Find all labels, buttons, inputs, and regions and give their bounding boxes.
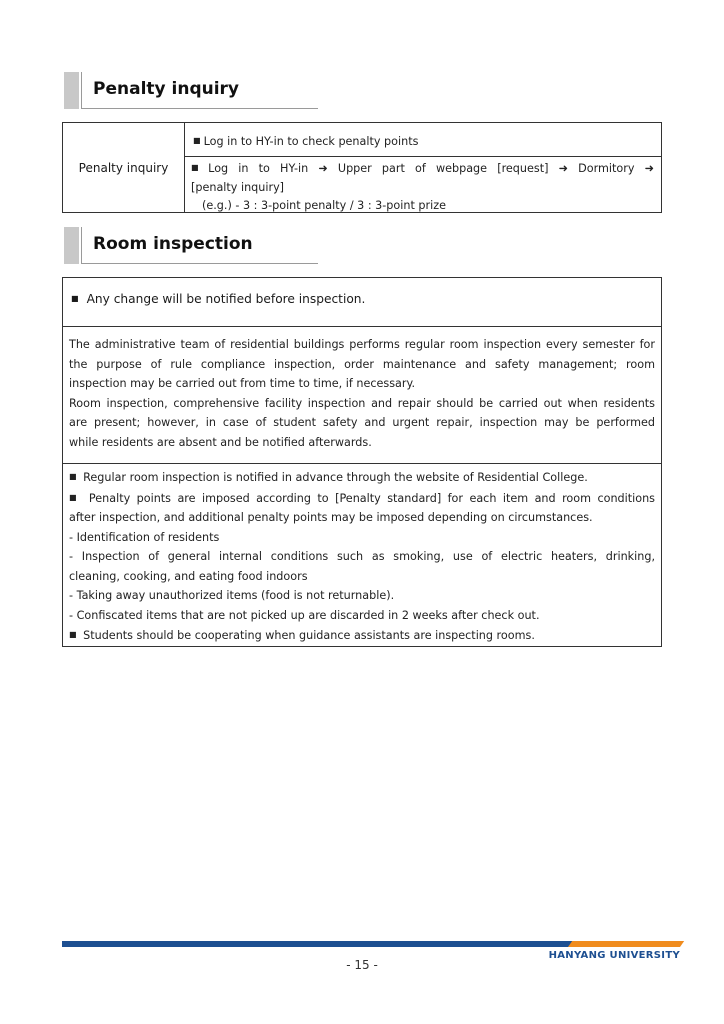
list-item: ■ Students should be cooperating when guidance assistants are inspecting rooms. [69,629,535,642]
square-bullet-icon: ■ [69,492,80,502]
list-item: ■ Penalty points are imposed according to [Penalty standard] for each item and room conditions [69,491,656,505]
table-row-2-line: [penalty inquiry] [191,180,285,194]
header-underline [82,108,318,109]
room-inspection-box [62,277,662,647]
paragraph-line: inspection may be carried out from time to time, if necessary. [69,377,416,390]
section-title: Room inspection [93,234,253,254]
table-row-1: ■ Log in to HY-in to check penalty points [185,123,661,157]
description-cell [63,327,661,464]
table-row-2 [185,157,661,212]
header-accent-bar [64,227,79,264]
list-item: - Inspection of general internal conditions such as smoking, use of electric heaters, drinking, [69,550,655,563]
header-accent-bar [64,72,79,109]
header-divider [81,72,82,109]
section-header-room-inspection [64,227,318,264]
footer-stripe-blue [62,941,574,947]
paragraph-line: Room inspection, comprehensive facility inspection and repair should be carried out when residents [69,396,655,410]
square-bullet-icon: ■ [193,136,201,145]
table-row-2-example: (e.g.) - 3 : 3-point penalty / 3 : 3-point prize [202,198,446,212]
table-row-2-line: ■ Log in to HY-in ➜ Upper part of webpage [request] ➜ Dormitory ➜ [191,162,654,175]
paragraph-line: the purpose of rule compliance inspection, order maintenance and safety management; room [69,357,655,371]
list-item: - Identification of residents [69,530,220,544]
header-underline [82,263,318,264]
square-bullet-icon: ■ [71,294,79,303]
table-label-cell: Penalty inquiry [63,123,185,212]
paragraph-line: The administrative team of residential buildings performs regular room inspection every semester for [69,338,655,351]
footer-stripe-orange [568,941,684,947]
university-logo: HANYANG UNIVERSITY [548,950,680,961]
list-item: - Taking away unauthorized items (food is not returnable). [69,589,395,602]
section-title: Penalty inquiry [93,79,240,99]
square-bullet-icon: ■ [69,472,77,481]
paragraph-line: are present; however, in case of student safety and urgent repair, inspection may be performed [69,416,655,429]
list-item: - Confiscated items that are not picked up are discarded in 2 weeks after check out. [69,608,540,622]
list-item: ■ Regular room inspection is notified in advance through the website of Residential College. [69,471,588,484]
list-item-continued: cleaning, cooking, and eating food indoors [69,569,308,583]
page-number: - 15 - [346,958,378,972]
square-bullet-icon: ■ [69,630,77,639]
rules-cell [63,464,661,646]
list-item-continued: after inspection, and additional penalty points may be imposed depending on circumstances. [69,511,593,524]
square-bullet-icon: ■ [191,163,206,172]
header-divider [81,227,82,264]
notice-cell: ■ Any change will be notified before inspection. [63,278,661,327]
paragraph-line: while residents are absent and be notified afterwards. [69,435,372,449]
penalty-inquiry-table [62,122,662,213]
section-header-penalty [64,72,318,109]
